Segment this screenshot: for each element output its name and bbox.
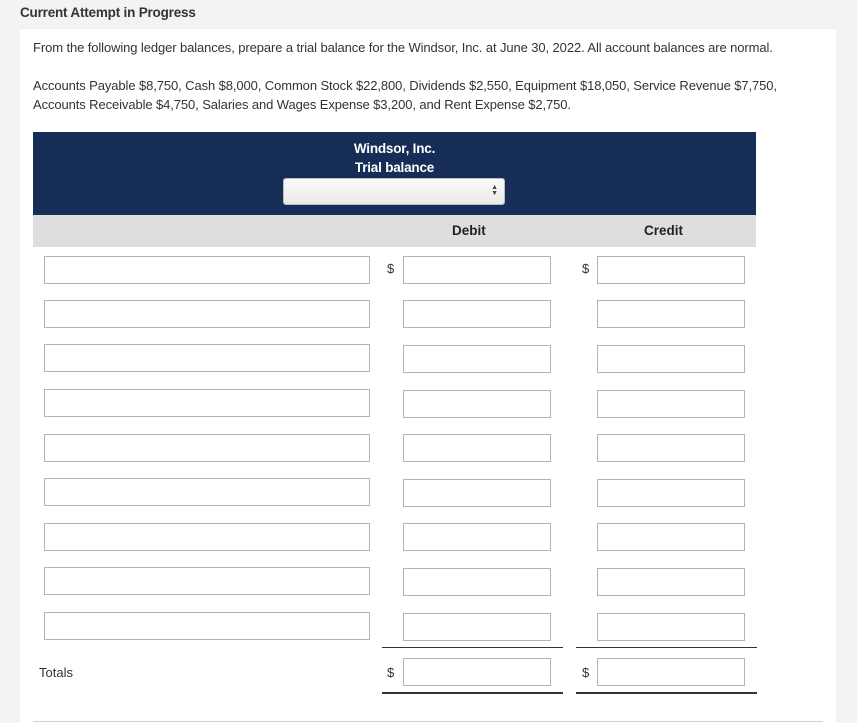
account-name-input[interactable] (44, 300, 370, 328)
panel-bottom-divider (33, 721, 823, 722)
instructions-text: From the following ledger balances, prepare a trial balance for the Windsor, Inc. at June 30, 2022. All account balances are normal. (33, 40, 773, 55)
dollar-sign: $ (387, 665, 395, 680)
credit-amount-input[interactable] (597, 568, 745, 596)
report-title: Trial balance (354, 160, 435, 175)
debit-total-double-rule (382, 692, 563, 694)
totals-label: Totals (39, 665, 73, 680)
dollar-sign: $ (582, 261, 590, 276)
debit-column-header: Debit (452, 223, 486, 238)
debit-amount-input[interactable] (403, 300, 551, 328)
credit-amount-input[interactable] (597, 300, 745, 328)
credit-subtotal-rule (576, 647, 757, 648)
dollar-sign: $ (582, 665, 590, 680)
select-arrows-icon: ▲ ▼ (491, 184, 498, 197)
credit-amount-input[interactable] (597, 345, 745, 373)
credit-column-header: Credit (644, 223, 684, 238)
account-name-input[interactable] (44, 523, 370, 551)
account-name-input[interactable] (44, 434, 370, 462)
account-name-input[interactable] (44, 567, 370, 595)
date-select[interactable] (283, 178, 505, 205)
debit-amount-input[interactable] (403, 390, 551, 418)
credit-amount-input[interactable] (597, 479, 745, 507)
account-name-input[interactable] (44, 612, 370, 640)
trial-balance-header (33, 132, 756, 215)
ledger-balances-text: Accounts Payable $8,750, Cash $8,000, Common Stock $22,800, Dividends $2,550, Equipment $18,050, Service Revenue $7,750, Accounts Receivable $4,750, Salaries and Wages Expense $3,200, and Rent Expense $2,750. (33, 78, 777, 112)
account-name-input[interactable] (44, 389, 370, 417)
question-panel (20, 29, 836, 723)
credit-total-double-rule (576, 692, 757, 694)
account-name-input[interactable] (44, 256, 370, 284)
total-debit-input[interactable] (403, 658, 551, 686)
credit-amount-input[interactable] (597, 523, 745, 551)
total-credit-input[interactable] (597, 658, 745, 686)
credit-amount-input[interactable] (597, 390, 745, 418)
debit-amount-input[interactable] (403, 434, 551, 462)
debit-amount-input[interactable] (403, 345, 551, 373)
column-header-row (33, 215, 756, 247)
debit-subtotal-rule (382, 647, 563, 648)
debit-amount-input[interactable] (403, 479, 551, 507)
debit-amount-input[interactable] (403, 523, 551, 551)
company-name: Windsor, Inc. (353, 141, 436, 156)
account-name-input[interactable] (44, 478, 370, 506)
credit-amount-input[interactable] (597, 613, 745, 641)
account-name-input[interactable] (44, 344, 370, 372)
credit-amount-input[interactable] (597, 256, 745, 284)
debit-amount-input[interactable] (403, 613, 551, 641)
current-attempt-heading: Current Attempt in Progress (20, 5, 196, 20)
credit-amount-input[interactable] (597, 434, 745, 462)
debit-amount-input[interactable] (403, 568, 551, 596)
debit-amount-input[interactable] (403, 256, 551, 284)
dollar-sign: $ (387, 261, 395, 276)
